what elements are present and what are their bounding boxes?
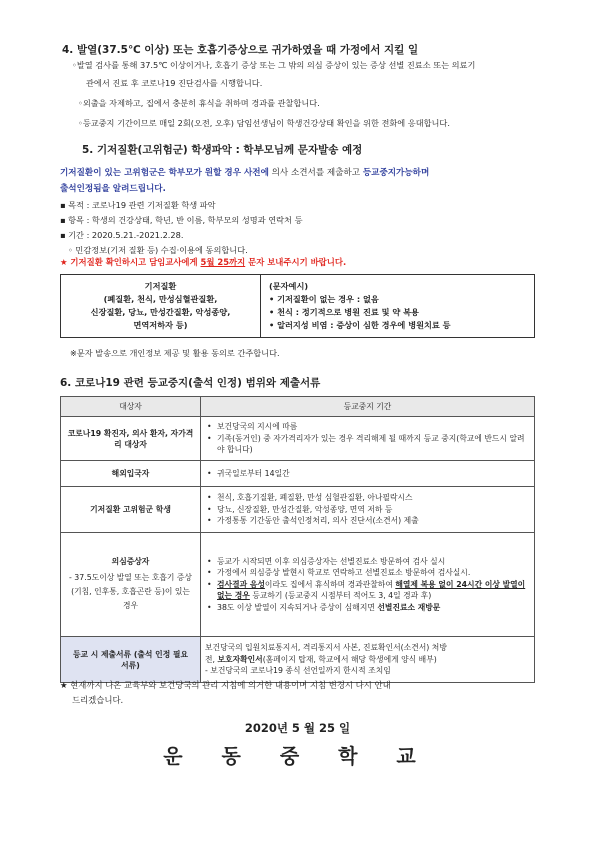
document-date: 2020년 5 월 25 일 xyxy=(244,721,351,735)
row1-target: 코로나19 확진자, 의사 환자, 자가격리 대상자 xyxy=(61,417,201,461)
header-period: 등교중지 기간 xyxy=(201,397,535,417)
chronic-disease-table xyxy=(60,274,535,338)
red-note-1: ★ 기저질환 확인하시고 담임교사에게 xyxy=(60,257,201,267)
chronic-body-1: (폐질환, 천식, 만성심혈관질환, xyxy=(103,294,218,304)
section4-item-2: ◦외출을 자제하고, 집에서 충분히 휴식을 취하며 경과를 관찰합니다. xyxy=(78,98,320,108)
row4-item-3-bold-1: 검사결과 음성 xyxy=(217,579,265,589)
row2-item-1: • 귀국일로부터 14일간 xyxy=(205,468,530,480)
row3-item-1: • 천식, 호흡기질환, 폐질환, 만성 심혈관질환, 아나필락시스 xyxy=(205,492,530,504)
row4-item-3-bold-2: 해열제 복용 없이 24시간 이상 발열이 없는 경우 xyxy=(217,579,526,601)
submit-line-3: - 보건당국의 코로나19 종식 선언일까지 한시적 조치임 xyxy=(205,666,391,676)
sms-example-cell xyxy=(261,275,535,338)
section5-footnote: ※문자 발송으로 개인정보 제공 및 활용 동의로 간주합니다. xyxy=(70,348,280,358)
row1-period xyxy=(201,417,535,461)
row3-target: 기저질환 고위험군 학생 xyxy=(61,487,201,533)
submit-target: 등교 시 제출서류 (출석 인정 필요 서류) xyxy=(61,637,201,683)
section5-red-note xyxy=(60,256,346,268)
sms-example-title: (문자예시) xyxy=(269,281,309,291)
chronic-disease-cell xyxy=(61,275,261,338)
closing-line-2: 드리겠습니다. xyxy=(72,695,124,705)
row4-item-3-mid: 이라도 집에서 휴식하며 경과관찰하여 xyxy=(264,579,396,589)
red-note-2: 문자 보내주시기 바랍니다. xyxy=(245,257,347,267)
header-target: 대상자 xyxy=(61,397,201,417)
row4-period xyxy=(201,533,535,637)
section4-item-3: ◦등교중지 기간이므로 매일 2회(오전, 오후) 담임선생님이 학생건강상태 확인을 위한 전화에 응대합니다. xyxy=(78,118,450,128)
section5-bullet-1: ▪ 목적 : 코로나19 관련 기저질환 학생 파악 xyxy=(60,200,216,210)
row1-item-1: • 보건당국의 지시에 따름 xyxy=(205,421,530,433)
submit-line-1: 보건당국의 입원치료통지서, 격리통지서 사본, 진료확인서(소견서) 처방 xyxy=(205,643,447,653)
row3-item-3: • 가정통통 기간동안 출석인정처리, 의사 진단서(소견서) 제출 xyxy=(205,515,530,527)
submit-line-2 xyxy=(205,654,530,666)
row4-target-cell xyxy=(61,533,201,637)
sms-example-3: • 알러지성 비염 : 증상이 심한 경우에 병원치료 등 xyxy=(269,320,451,330)
closing-line-1: ★ 현재까지 나온 교육부와 보건당국의 관리 지침에 의거한 내용이며 지침 변경시 다시 안내 xyxy=(60,680,391,690)
row1-item-2: • 기족(동거인) 중 자가격리자가 있는 경우 격리해제 될 때까지 등교 중지(학교에 반드시 알려야 합니다) xyxy=(205,433,530,456)
red-note-deadline: 5월 25까지 xyxy=(200,257,246,267)
row4-target: 의심증상자 xyxy=(111,557,150,566)
row4-item-2: • 가정에서 의심증상 발현시 학교로 연락하고 선별진료소 방문하여 검사실시. xyxy=(205,567,530,579)
section5-intro-line2: 출석인정됨을 알려드립니다. xyxy=(60,184,166,194)
section5-bullet-2: ▪ 항목 : 학생의 건강상태, 학년, 반 이름, 학부모의 성명과 연락처 등 xyxy=(60,215,303,225)
section6-title: 6. 코로나19 관련 등교중지(출석 인정) 범위와 제출서류 xyxy=(60,377,321,389)
section4-item-1b: 관에서 진료 후 코로나19 진단검사를 시행합니다. xyxy=(86,78,263,88)
row3-item-2: • 당뇨, 신장질환, 만성간질환, 악성종양, 면역 저하 등 xyxy=(205,504,530,516)
row4-item-1: • 등교가 시작되면 이후 의심증상자는 선별진료소 방문하여 검사 실시 xyxy=(205,556,530,568)
submit-line-2-pre: 전, xyxy=(205,654,218,664)
sms-example-1: • 기저질환이 없는 경우 : 없음 xyxy=(269,294,379,304)
intro-blue-1: 기저질환이 있는 고위험군은 학부모가 원할 경우 사전에 xyxy=(60,168,269,178)
row4-item-3 xyxy=(205,579,530,602)
section4-item-1a: ◦발열 검사를 통해 37.5℃ 이상이거나, 호흡기 증상 또는 그 밖의 의심 증상이 있는 증상 선별 진료소 또는 의료기 xyxy=(72,60,476,70)
chronic-body-2: 신장질환, 당뇨, 만성간질환, 악성종양, xyxy=(90,307,231,317)
section4-title: 4. 발열(37.5℃ 이상) 또는 호흡기증상으로 귀가하였을 때 가정에서 지킬 일 xyxy=(62,44,419,56)
intro-blue-2: 등교중지가능하며 xyxy=(362,168,430,178)
section5-title: 5. 기저질환(고위험군) 학생파악 : 학부모님께 문자발송 예정 xyxy=(82,144,363,156)
sms-example-2: • 천식 : 정기적으로 병원 진료 및 약 복용 xyxy=(269,307,419,317)
row4-item-4-pre: 38도 이상 발열이 지속되거나 증상이 심해지면 xyxy=(217,602,378,612)
row3-period xyxy=(201,487,535,533)
submit-line-2-post: (홈페이지 탑재, 학교에서 해당 학생에게 양식 배부) xyxy=(262,654,437,664)
row2-target: 해외입국자 xyxy=(61,461,201,487)
chronic-body-3: 면역저하자 등) xyxy=(133,320,188,330)
row4-item-4 xyxy=(205,602,530,614)
row4-item-4-bold: 선별진료소 재방문 xyxy=(377,602,441,612)
row4-item-3-end: 등교하기 (등교중지 시점부터 적어도 3, 4일 경과 후) xyxy=(249,591,432,601)
row4-target-sub: - 37.5도이상 발열 또는 호흡기 증상(기침, 인후통, 호흡곤란 등)이 있는 경우 xyxy=(69,573,192,610)
intro-plain: 의사 소견서를 제출하고 xyxy=(268,168,363,178)
school-suspension-table xyxy=(60,396,535,683)
submit-line-2-bold: 보호자확인서 xyxy=(217,654,263,664)
school-name: 운 동 중 학 교 xyxy=(163,744,432,768)
section5-consent: ◦ 민감정보(기저 질환 등) 수집·이용에 동의합니다. xyxy=(68,245,248,255)
chronic-title: 기저질환 xyxy=(144,281,177,291)
row2-period xyxy=(201,461,535,487)
section5-bullet-3: ▪ 기간 : 2020.5.21.-2021.2.28. xyxy=(60,230,184,240)
